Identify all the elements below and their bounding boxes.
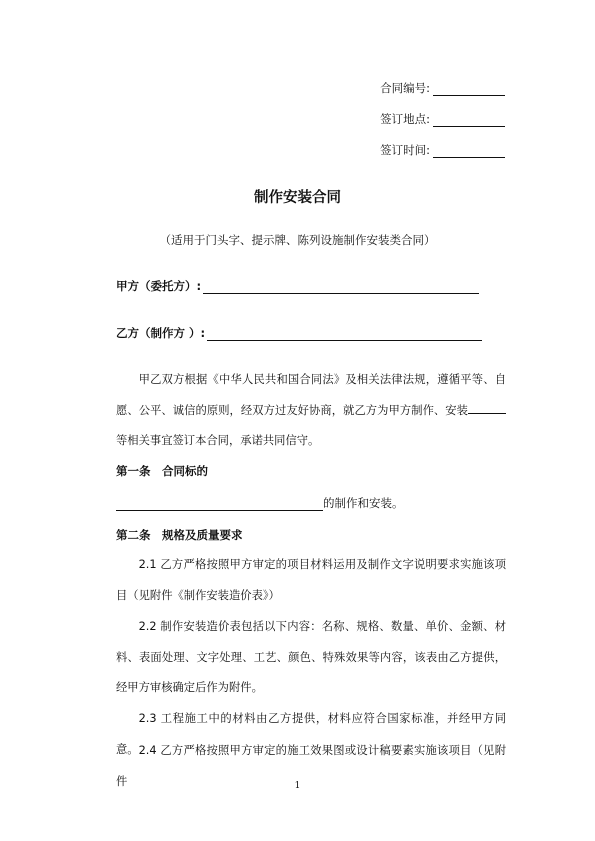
clause-2-4: 2.4 乙方严格按照甲方审定的施工效果图或设计稿要素实施该项目（见附件 [116, 744, 506, 788]
contract-subject-row [116, 495, 404, 511]
clause-2-2: 2.2 制作安装造价表包括以下内容：名称、规格、数量、单价、金额、材料、表面处理、文字处理、工艺、颜色、特殊效果等内容，该表由乙方提供，经甲方审核确定后作为附件。 [116, 620, 506, 694]
contract-number-blank [433, 83, 505, 96]
intro-blank [468, 401, 506, 414]
article1-heading: 第一条 合同标的 [116, 464, 208, 478]
sign-time-label: 签订时间: [380, 143, 430, 157]
clause-2-1: 2.1 乙方严格按照甲方审定的项目材料运用及制作文字说明要求实施该项目（见附件《制作安装造价表》） [116, 558, 506, 602]
sign-time-blank [433, 145, 505, 158]
intro-text-part1: 甲乙双方根据《中华人民共和国合同法》及相关法律法规，遵循平等、自愿、公平、诚信的原则，经双方过友好协商，就乙方为甲方制作、安装 [116, 373, 506, 417]
clause-2-3: 2.3 工程施工中的材料由乙方提供，材料应符合国家标准，并经甲方同意。 [116, 712, 506, 756]
document-subtitle: （适用于门头字、提示牌、陈列设施制作安装类合同） [159, 233, 436, 247]
party-b-blank [207, 328, 482, 341]
party-a-blank [203, 281, 479, 294]
contract-number-row [380, 80, 505, 96]
party-a-row [116, 278, 479, 294]
contract-subject-suffix: 的制作和安装。 [323, 496, 404, 510]
sign-time-row [380, 142, 505, 158]
sign-place-row [380, 111, 505, 127]
sign-place-blank [433, 114, 505, 127]
page-number: 1 [294, 781, 301, 791]
intro-paragraph [116, 365, 506, 457]
contract-number-label: 合同编号: [380, 81, 430, 95]
sign-place-label: 签订地点: [380, 112, 430, 126]
article2-heading: 第二条 规格及质量要求 [116, 528, 243, 542]
contract-subject-blank [116, 498, 323, 511]
party-b-label: 乙方（制作方 ）: [116, 326, 206, 340]
document-title: 制作安装合同 [254, 190, 341, 206]
party-a-label: 甲方（委托方）: [116, 279, 202, 293]
intro-text-part2: 等相关事宜签订本合同，承诺共同信守。 [116, 434, 320, 447]
party-b-row [116, 325, 482, 341]
